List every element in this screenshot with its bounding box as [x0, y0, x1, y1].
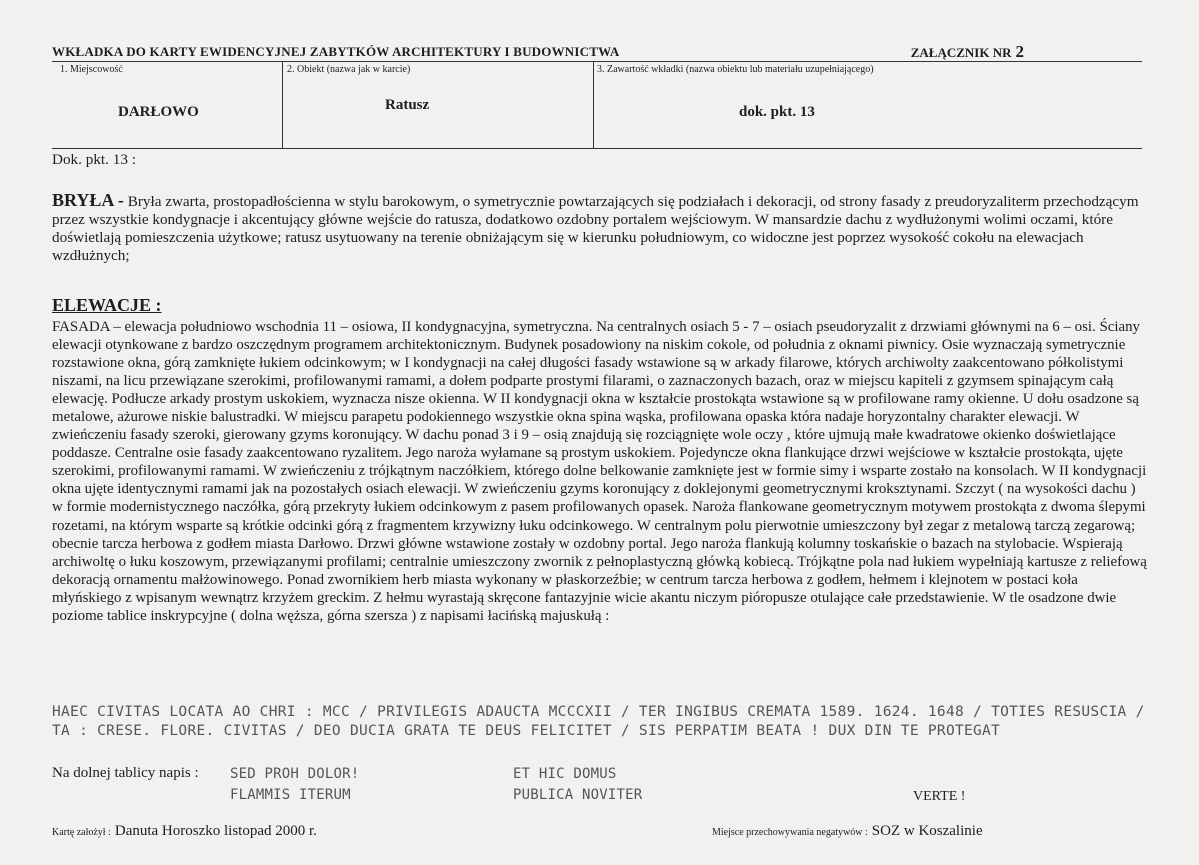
footer-storage — [712, 822, 983, 840]
intro-line: Dok. pkt. 13 : — [52, 151, 136, 168]
bryla-text: Bryła zwarta, prostopadłościenna w stylu barokowym, o symetrycznie powtarzających się podziałach i dekoracji, od strony fasady z preudoryzaliterm przechodzącym przez wszystkie kondygnacje i akcentujący główne wejście do ratusza, dodatkowo ozdobny portalem wejściowym. W mansardzie dachu z wydłużonymi wolimi oczami, które doświetlają pomieszczenia użytkowe; ratusz usytuowany na terenie obniżającym się w kierunku południowym, co widoczne jest poprzez wysokość cokołu na elewacjach wzdłużnych; — [52, 193, 1139, 265]
lower-tablet-col2-line2: PUBLICA NOVITER — [513, 787, 643, 803]
cell-divider-2 — [593, 62, 594, 148]
bryla-heading: BRYŁA - — [52, 190, 124, 210]
lower-tablet-col1-line1: SED PROH DOLOR! — [230, 766, 360, 782]
attachment-label — [911, 42, 1024, 62]
inscription-text: HAEC CIVITAS LOCATA AO CHRI : MCC / PRIVILEGIS ADAUCTA MCCCXII / TER INGIBUS CREMATA 1589. 1624. 1648 / TOTIES RESUSCIA / TA : CRESE. FLORE. CIVITAS / DEO DUCIA GRATA TE DEUS FELICITET / SIS PERPATIM BEATA ! DUX DIN TE PROTEGAT — [52, 704, 1145, 739]
lower-tablet-label: Na dolnej tablicy napis : — [52, 765, 199, 781]
attachment-label-text: ZAŁĄCZNIK NR — [910, 45, 1012, 60]
cell-locality-value: DARŁOWO — [118, 104, 199, 120]
cell-object-value: Ratusz — [385, 97, 430, 113]
elewacje-heading — [52, 296, 1147, 316]
cell-content-label: 3. Zawartość wkładki (nazwa obiektu lub materiału uzupełniającego) — [597, 64, 874, 75]
header-bottom-rule — [52, 148, 1142, 149]
footer-author — [52, 822, 317, 840]
header-top-rule — [52, 61, 1142, 62]
footer-author-value: Danuta Horoszko listopad 2000 r. — [114, 823, 317, 839]
form-title: WKŁADKA DO KARTY EWIDENCYJNEJ ZABYTKÓW ARCHITEKTURY I BUDOWNICTWA — [52, 44, 620, 59]
footer-author-label: Kartę założył : — [52, 827, 111, 838]
bryla-section — [52, 191, 1147, 265]
fasada-text: FASADA – elewacja południowo wschodnia 11 – osiowa, II kondygnacyjna, symetryczna. Na centralnych osiach 5 - 7 – osiach pseudoryzalit z drzwiami głównymi na 6 – osi. Ściany elewacji otynkowane z bardzo oszczędnym programem architektonicznym. Budynek posadowiony na niskim cokole, od południa z oknami piwnicy. Osie wyznaczają symetrycznie rozstawione okna, górą zamknięte łukiem odcinkowym; w I kondygnacji na całej długości fasady wstawione są w arkady filarowe, których archiwolty zaakcentowano półkolistymi niszami, na licu przewiązane szerokimi, profilowanymi ramami, a dołem podparte prostymi filarami, o zaznaczonych bazach, oraz w miejscu kapiteli z gzymsem spinającym całą elewację. Podłucze arkady prostym uskokiem, wyznacza nisze okienna. W II kondygnacji okna w kształcie prostokąta wstawione są w profilowane ramy okienne. U dołu osadzone są metalowe, ażurowe niskie balustradki. W miejscu parapetu podokiennego wszystkie okna spina wąska, profilowana opaska która nadaje horyzontalny charakter elewacji. W zwieńczeniu fasady szeroki, gierowany gzyms koronujący. W dachu ponad 3 i 9 – osią znajdują się rozciągnięte wole oczy , które ujmują małe kwadratowe okienko doświetlające poddasze. Centralne osie fasady zaakcentowano ryzalitem. Jego naroża wyłamane są prostym uskokiem. Pojedyncze okna flankujące drzwi wejściowe w kształcie prostokąta, ujęte szerokimi, profilowanymi ramami. W zwieńczeniu z trójkątnym naczółkiem, którego dolne belkowanie zamknięte jest w formie simy i wsparte zostało na konsolach. W II kondygnacji okna ujęte identycznymi ramami jak na pozostałych osiach elewacji. W zwieńczeniu gzyms koronujący z doklejonymi geometrycznymi kroksztynami. Szczyt ( na wysokości dachu ) w formie modernistycznego naczółka, górą przekryty łukiem odcinkowym z pasem profilowanych opasek. Naroża flankowane geometrycznym motywem prostokąta z dwoma ślepymi rozetami, na którym wsparte są krótkie odcinki górą z fragmentem krzywizny łuku odcinkowego. W centralnym polu pierwotnie umieszczony był zegar z metalową tarczą zegarową; obecnie tarcza herbowa z godłem miasta Darłowo. Drzwi główne wstawione zostały w ozdobny portal. Jego naroża flankują kolumny toskańskie o bazach na stylobacie. Wspierają archiwoltę o łuku koszowym, przewiązanymi profilami; centralnie umieszczony zwornik z pełnoplastyczną główką kobiecą. Trójkątne pola nad łukiem wypełniają kartusze z reliefową dekoracją ornamentu małżowinowego. Ponad zwornikiem herb miasta wykonany w płaskorzeźbie; w centrum tarcza herbowa z godłem, hełmem i klejnotem w postaci koła młyńskiego z wpisanym wewnątrz krzyżem greckim. Z hełmu wyrastają skręcone fantazyjnie wicie akantu niczym pióropusze otulające całe przedstawienie. W tle osadzone dwie poziome tablice inskrypcyjne ( dolna węższa, górna szersza ) z napisami łacińską majuskułą : — [52, 319, 1147, 624]
lower-tablet-col2-line1: ET HIC DOMUS — [513, 766, 617, 782]
cell-object-label: 2. Obiekt (nazwa jak w karcie) — [287, 64, 411, 75]
cell-content-value: dok. pkt. 13 — [739, 104, 815, 120]
lower-tablet-col1-line2: FLAMMIS ITERUM — [230, 787, 351, 803]
cell-locality-label: 1. Miejscowość — [60, 64, 123, 75]
attachment-number: 2 — [1015, 42, 1024, 61]
elewacje-heading-text: ELEWACJE : — [52, 295, 162, 315]
footer-storage-value: SOZ w Koszalinie — [871, 823, 983, 839]
footer-storage-label: Miejsce przechowywania negatywów : — [712, 827, 868, 838]
verte-note: VERTE ! — [913, 789, 966, 804]
cell-divider-1 — [282, 62, 283, 148]
